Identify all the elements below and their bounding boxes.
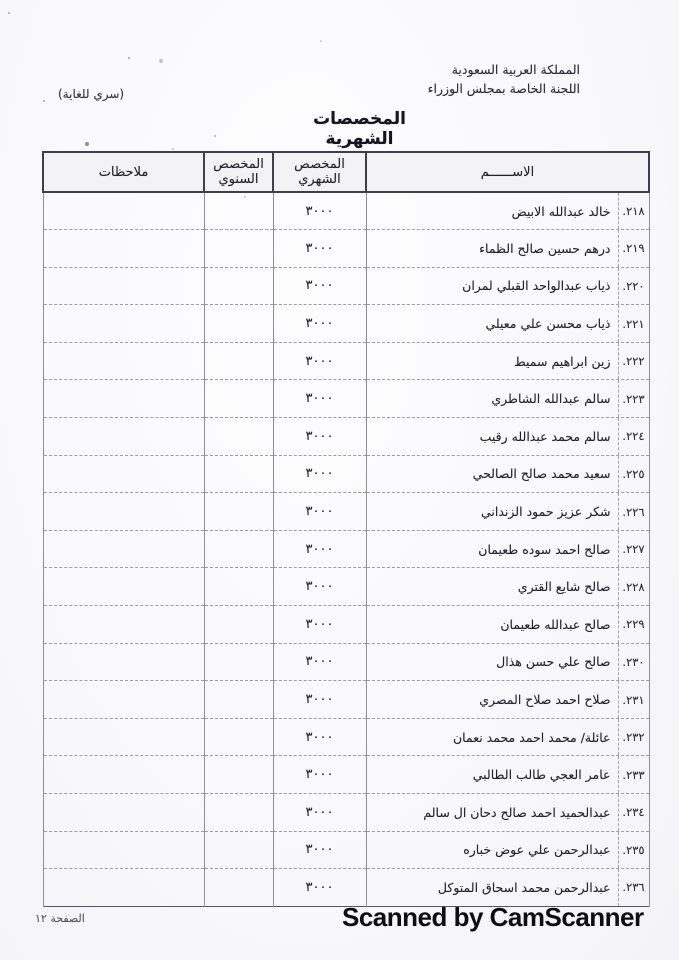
annual-allocation-cell (204, 267, 273, 305)
annual-allocation-cell (204, 681, 273, 719)
monthly-allocation-cell: ٣٠٠٠ (273, 493, 366, 531)
notes-cell (43, 831, 204, 869)
notes-cell (43, 267, 204, 305)
monthly-allocation-cell: ٣٠٠٠ (273, 794, 366, 832)
name-cell (366, 418, 649, 456)
annual-allocation-cell (204, 869, 273, 907)
monthly-allocation-cell: ٣٠٠٠ (273, 568, 366, 606)
monthly-allocation-cell: ٣٠٠٠ (273, 831, 366, 869)
person-name: خالد عبدالله الابيض (511, 203, 611, 219)
monthly-allocation-cell: ٣٠٠٠ (273, 192, 366, 230)
notes-cell (43, 192, 204, 230)
letterhead-line-committee: اللجنة الخاصة بمجلس الوزراء (427, 81, 580, 96)
name-cell (366, 493, 649, 531)
row-number: ٢٣٥. (618, 832, 649, 869)
annual-allocation-cell (204, 342, 273, 380)
camscanner-watermark: Scanned by CamScanner (342, 902, 644, 932)
table-row (43, 455, 649, 493)
column-header-name: الاســــــم (366, 152, 649, 192)
name-cell (366, 230, 649, 268)
row-number: ٢٣٦. (618, 869, 649, 906)
notes-cell (43, 530, 204, 568)
annual-allocation-cell (204, 606, 273, 644)
row-number: ٢٢٨. (618, 568, 649, 605)
row-number: ٢٢١. (618, 305, 649, 342)
person-name: درهم حسين صالح الظماء (479, 240, 611, 256)
person-name: زين ابراهيم سميط (514, 353, 611, 369)
name-cell (366, 718, 649, 756)
table-row (43, 530, 649, 568)
row-number: ٢١٩. (618, 230, 649, 267)
name-cell (366, 568, 649, 606)
name-cell (366, 606, 649, 644)
name-cell (366, 192, 649, 230)
monthly-allocation-cell: ٣٠٠٠ (273, 643, 366, 681)
person-name: عبدالرحمن علي عوض خباره (463, 842, 611, 858)
column-header-notes: ملاحظات (43, 152, 204, 192)
person-name: صالح عبدالله طعيمان (500, 616, 611, 632)
table-row (43, 267, 649, 305)
table-row (43, 643, 649, 681)
table-row (43, 794, 649, 832)
annual-allocation-cell (204, 756, 273, 794)
annual-allocation-cell (204, 230, 273, 268)
table-row (43, 305, 649, 343)
table-row (43, 568, 649, 606)
name-cell (366, 455, 649, 493)
table-row (43, 342, 649, 380)
person-name: سالم عبدالله الشاطري (491, 391, 611, 407)
notes-cell (43, 606, 204, 644)
table-row (43, 831, 649, 869)
table-row (43, 230, 649, 268)
monthly-allocation-cell: ٣٠٠٠ (273, 418, 366, 456)
row-number: ٢٣٠. (618, 644, 649, 681)
table-row (43, 756, 649, 794)
name-cell (366, 305, 649, 343)
monthly-allocation-cell: ٣٠٠٠ (273, 305, 366, 343)
document-title: المخصصات الشهرية (313, 109, 406, 149)
annual-allocation-cell (204, 380, 273, 418)
notes-cell (43, 756, 204, 794)
table-row (43, 380, 649, 418)
scan-speckles (0, 0, 2, 2)
column-header-annual: المخصص السنوي (204, 152, 273, 192)
notes-cell (43, 681, 204, 719)
letterhead-line-country: المملكة العربية السعودية (451, 62, 580, 77)
classification-label: (سري للغاية) (58, 87, 125, 101)
column-header-monthly: المخصص الشهري (273, 152, 366, 192)
person-name: شكر عزيز حمود الزنداني (481, 504, 611, 520)
name-cell (366, 756, 649, 794)
person-name: سعيد محمد صالح الصالحي (472, 466, 611, 482)
table-header-row (43, 152, 649, 192)
name-cell (366, 831, 649, 869)
row-number: ٢٢٧. (618, 531, 649, 568)
notes-cell (43, 869, 204, 907)
notes-cell (43, 718, 204, 756)
annual-allocation-cell (204, 418, 273, 456)
person-name: صالح احمد سوده طعيمان (478, 541, 611, 557)
annual-allocation-cell (204, 568, 273, 606)
notes-cell (43, 493, 204, 531)
monthly-allocation-cell: ٣٠٠٠ (273, 380, 366, 418)
monthly-allocation-cell: ٣٠٠٠ (273, 869, 366, 907)
annual-allocation-cell (204, 305, 273, 343)
monthly-allocation-cell: ٣٠٠٠ (273, 530, 366, 568)
name-cell (366, 342, 649, 380)
notes-cell (43, 643, 204, 681)
table-row (43, 681, 649, 719)
table-body (43, 192, 649, 906)
row-number: ٢٢٢. (618, 343, 649, 380)
table-row (43, 192, 649, 230)
row-number: ٢٢٣. (618, 380, 649, 417)
table-row (43, 606, 649, 644)
table-row (43, 493, 649, 531)
name-cell (366, 530, 649, 568)
row-number: ٢٣١. (618, 681, 649, 718)
name-cell (366, 681, 649, 719)
annual-allocation-cell (204, 831, 273, 869)
annual-allocation-cell (204, 643, 273, 681)
row-number: ٢١٨. (618, 193, 649, 229)
notes-cell (43, 568, 204, 606)
person-name: عامر العجي طالب الطالبي (472, 767, 611, 783)
row-number: ٢٢٦. (618, 493, 649, 530)
allocations-table (42, 151, 650, 907)
notes-cell (43, 230, 204, 268)
person-name: عبدالرحمن محمد اسحاق المتوكل (437, 879, 611, 895)
person-name: صالح علي حسن هذال (496, 654, 611, 670)
person-name: صالح شايع القتري (517, 579, 611, 595)
notes-cell (43, 380, 204, 418)
table-row (43, 418, 649, 456)
monthly-allocation-cell: ٣٠٠٠ (273, 606, 366, 644)
name-cell (366, 643, 649, 681)
row-number: ٢٢٤. (618, 418, 649, 455)
annual-allocation-cell (204, 192, 273, 230)
row-number: ٢٢٥. (618, 456, 649, 493)
person-name: عائلة/ محمد احمد محمد نعمان (452, 729, 611, 745)
name-cell (366, 869, 649, 907)
notes-cell (43, 418, 204, 456)
notes-cell (43, 455, 204, 493)
notes-cell (43, 794, 204, 832)
notes-cell (43, 305, 204, 343)
monthly-allocation-cell: ٣٠٠٠ (273, 718, 366, 756)
annual-allocation-cell (204, 455, 273, 493)
row-number: ٢٣٢. (618, 719, 649, 756)
name-cell (366, 794, 649, 832)
monthly-allocation-cell: ٣٠٠٠ (273, 342, 366, 380)
letterhead (428, 60, 580, 98)
annual-allocation-cell (204, 718, 273, 756)
person-name: ذياب محسن علي معيلي (485, 316, 611, 332)
annual-allocation-cell (204, 493, 273, 531)
notes-cell (43, 342, 204, 380)
name-cell (366, 267, 649, 305)
monthly-allocation-cell: ٣٠٠٠ (273, 267, 366, 305)
row-number: ٢٢٠. (618, 268, 649, 305)
person-name: ذياب عبدالواحد القبلي لمران (462, 278, 611, 294)
row-number: ٢٢٩. (618, 606, 649, 643)
monthly-allocation-cell: ٣٠٠٠ (273, 455, 366, 493)
monthly-allocation-cell: ٣٠٠٠ (273, 230, 366, 268)
person-name: عبدالحميد احمد صالح دحان ال سالم (423, 804, 611, 820)
table-row (43, 718, 649, 756)
person-name: صلاح احمد صلاح المصري (479, 692, 611, 708)
annual-allocation-cell (204, 530, 273, 568)
person-name: سالم محمد عبدالله رقيب (479, 428, 611, 444)
table-row (43, 869, 649, 907)
row-number: ٢٣٣. (618, 756, 649, 793)
monthly-allocation-cell: ٣٠٠٠ (273, 756, 366, 794)
row-number: ٢٣٤. (618, 794, 649, 831)
monthly-allocation-cell: ٣٠٠٠ (273, 681, 366, 719)
annual-allocation-cell (204, 794, 273, 832)
name-cell (366, 380, 649, 418)
page-number-label: الصفحة ١٢ (35, 912, 85, 925)
